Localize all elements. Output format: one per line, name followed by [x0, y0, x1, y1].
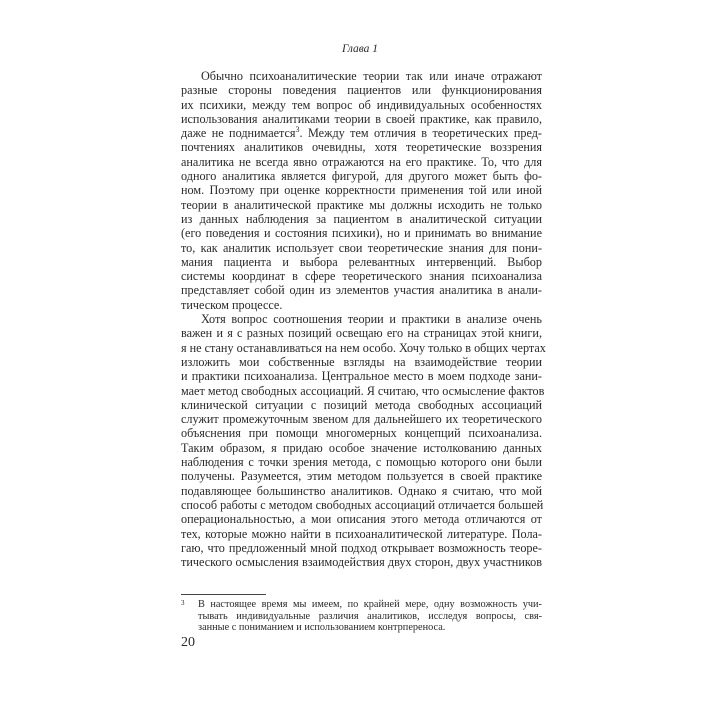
text-line: Хотя вопрос соотношения теории и практики в анализе очень [201, 312, 542, 327]
text-fragment: даже не поднимается [181, 126, 296, 141]
text-line: наблюдения с точки зрения метода, с помощью которого они были [181, 455, 542, 470]
text-line: объяснения при помощи многомерных концепций психоанализа. [181, 426, 542, 441]
text-line: почтениях аналитиков очевидны, хотя теоретические воззрения [181, 140, 542, 155]
text-line: изложить мои собственные взгляды на взаимодействие теории [181, 354, 542, 369]
text-line: клинической ситуации с позиций метода свободных ассоциаций [181, 397, 542, 412]
text-line: и практики психоанализа. Центральное место в моем подходе зани- [181, 369, 542, 384]
text-line: системы координат в сфере теоретического знания психоанализа [181, 269, 542, 284]
text-line: теории в аналитической практике мы должны исходить не только [181, 197, 542, 212]
text-line: тического осмысления взаимодействия двух сторон, двух участников [181, 555, 542, 570]
text-line: тех, которые можно найти в психоаналитической литературе. Пола- [181, 526, 542, 541]
text-line: то, как аналитик использует свои теоретические знания для пони- [181, 240, 542, 255]
text-line: важен и я с разных позиций освещаю его на страницах этой книги, [181, 326, 542, 341]
footnote-ref[interactable]: 3 [295, 125, 300, 135]
text-line: Таким образом, я придаю особое значение истолкованию данных [181, 440, 542, 455]
text-line [181, 126, 542, 140]
footnote-line: В настоящее время мы имеем, по крайней мере, одну возможность учи- [198, 599, 542, 610]
text-line: одного аналитика является фигурой, для другого может быть фо- [181, 169, 542, 184]
text-line: (его поведения и состояния психики), но и принимать во внимание [181, 226, 542, 241]
text-line: использования аналитиками теории в своей практике, как правило, [181, 111, 542, 126]
text-line: аналитика не всегда явно отражаются на его практике. То, что для [181, 154, 542, 169]
text-line: представляет собой один из элементов участия аналитика в анали- [181, 283, 542, 298]
text-line: я не стану останавливаться на нем особо. Хочу только в общих чертах [181, 340, 546, 355]
footnote-line: занные с пониманием и использованием контрпереноса. [198, 622, 446, 634]
text-line: разные стороны поведения пациентов или функционирования [181, 83, 542, 98]
text-fragment: . Между тем отличия в теоретических пред- [299, 126, 542, 141]
text-line: гаю, что предложенный мной подход открывает возможность теоре- [181, 540, 542, 555]
text-line: Обычно психоаналитические теории так или иначе отражают [201, 69, 542, 83]
page-number: 20 [181, 635, 195, 650]
footnote [181, 599, 542, 634]
footnote-divider [181, 594, 266, 595]
text-line: их психики, между тем вопрос об индивидуальных особенностях [181, 97, 542, 112]
footnote-number: 3 [181, 599, 185, 607]
text-line: способ работы с методом свободных ассоциаций отличается большей [181, 497, 544, 512]
body-text [181, 69, 546, 570]
text-line: служит промежуточным звеном для дальнейшего их теоретического [181, 412, 542, 427]
text-line: мает метод свободных ассоциаций. Я считаю, что осмысление фактов [181, 383, 545, 398]
text-line: тическом процессе. [181, 297, 283, 312]
text-line: ном. Поэтому при оценке корректности применения той или иной [181, 183, 542, 198]
text-line: мания пациента и выбора релевантных интервенций. Выбор [181, 254, 542, 269]
text-line: из данных наблюдения за пациентом в аналитической ситуации [181, 211, 542, 226]
footnote-line: тывать индивидуальные различия аналитиков, исследуя вопросы, свя- [198, 610, 542, 622]
text-line: получены. Разумеется, этим методом пользуется в своей практике [181, 469, 542, 484]
text-line: подавляющее большинство аналитиков. Однако я считаю, что мой [181, 483, 542, 498]
text-line: операциональностью, а мои описания этого метода отличаются от [181, 512, 542, 527]
running-head: Глава 1 [341, 43, 379, 55]
